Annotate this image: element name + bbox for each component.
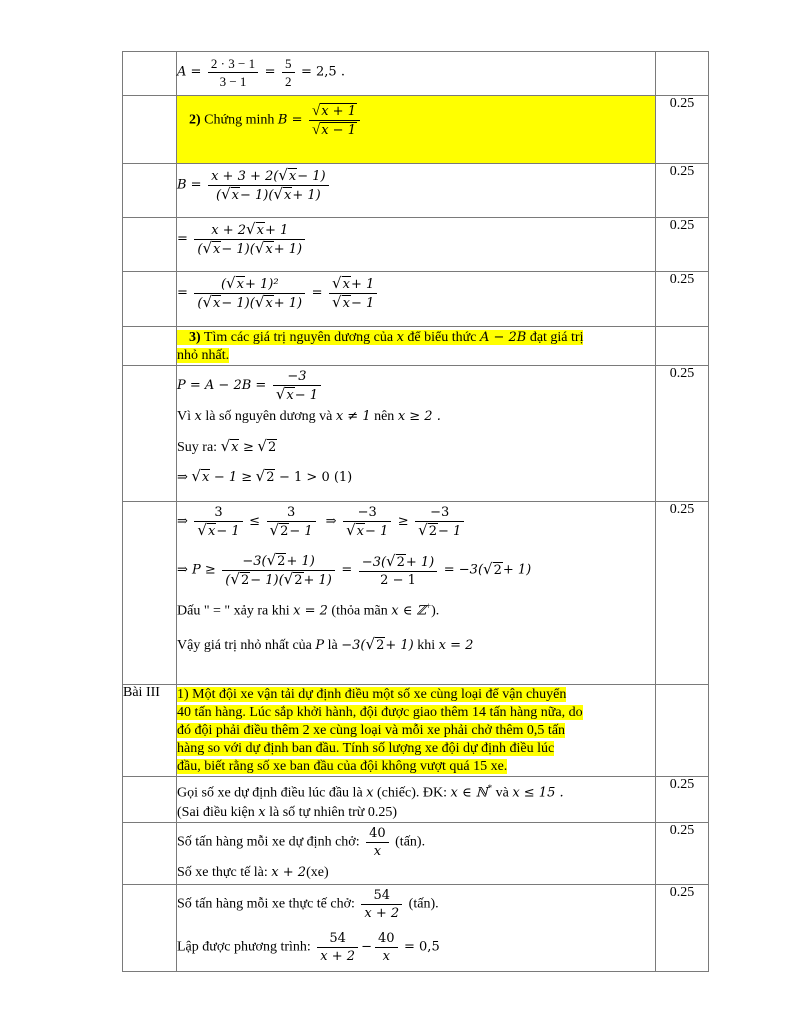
math-text: + 1) (273, 242, 303, 257)
math-text: − 1 (364, 524, 389, 540)
table-row (123, 96, 709, 164)
part-cell (123, 272, 177, 327)
table-row (123, 685, 709, 777)
radicand: x (283, 188, 292, 203)
math-text: ⇒ (177, 469, 188, 485)
part-label: 3) (189, 330, 201, 345)
problem-text: đó đội phải điều thêm 2 xe cùng loại và mỗi xe phải chở thêm 0,5 tấn (177, 723, 566, 739)
math-text: ( (225, 573, 231, 589)
part-cell (123, 366, 177, 502)
superscript: + (426, 601, 432, 612)
task-text: để biểu thức (407, 330, 477, 345)
math-text: ⇒ P ≥ (177, 563, 216, 579)
radicand: 2 (493, 563, 502, 579)
text: (xe) (306, 865, 329, 881)
task-text: Tìm các giá trị nguyên dương của (203, 330, 394, 345)
score-cell (656, 685, 709, 777)
numerator: −3 (343, 504, 391, 522)
math-text: x = 2 (293, 604, 328, 620)
radicand: 2 (266, 469, 275, 485)
content-cell (177, 327, 656, 366)
radicand: x (201, 469, 210, 485)
denominator: x (373, 844, 382, 860)
fraction (309, 102, 360, 139)
math-text: − 1 (438, 524, 462, 540)
math-text: + 1) (385, 638, 414, 654)
math-text: x ∈ ℕ (450, 786, 488, 802)
problem-text: đầu, biết rằng số xe ban đầu của đội không vượt quá 15 xe. (177, 759, 508, 775)
math-text: − 1 (216, 524, 240, 540)
math-text: = −3( (443, 563, 484, 579)
part-cell (123, 52, 177, 96)
table-row (123, 502, 709, 685)
content-cell (177, 164, 656, 218)
text: (thỏa mãn (331, 604, 388, 620)
denominator: x + 2 (364, 906, 400, 922)
denominator: (√x− 1)(√x+ 1) (215, 185, 321, 203)
score-cell: 0.25 (656, 272, 709, 327)
content-cell-highlighted (177, 96, 656, 164)
text: (chiếc). ĐK: (377, 786, 447, 802)
denominator: (√x− 1)(√x+ 1) (197, 293, 303, 311)
radicand: x (236, 277, 244, 292)
part-cell (123, 885, 177, 972)
score-cell: 0.25 (656, 823, 709, 885)
radicand: x (356, 524, 364, 540)
math-text: + 1)² (244, 277, 279, 292)
math-text: B = (277, 112, 303, 128)
score-cell (656, 327, 709, 366)
table-row (123, 777, 709, 823)
math-text: + 1 (350, 277, 375, 292)
math-text: − 1 (289, 524, 313, 540)
score-cell: 0.25 (656, 164, 709, 218)
math-text: − (361, 939, 372, 955)
math-text: − 1)( (239, 188, 274, 203)
math-text: −3( (341, 638, 366, 654)
content-cell (177, 885, 656, 972)
math-text: + 1 (264, 223, 289, 238)
fraction: $\frac{-3}{√2- 1}$ (415, 504, 464, 540)
score-cell: 0.25 (656, 96, 709, 164)
math-text: ⇒ (177, 514, 188, 530)
table-row (123, 52, 709, 96)
math-text: x ≠ 1 (335, 409, 371, 425)
content-cell (177, 218, 656, 272)
math-text: x ≤ 15 . (512, 786, 564, 802)
math-text: − 1) (297, 169, 326, 184)
problem-text: hàng so với dự định ban đầu. Tính số lượng xe đội dự định điều lúc (177, 741, 555, 757)
numerator: (√x+ 1)² (194, 275, 305, 294)
radicand: x (265, 242, 273, 257)
text: Vậy giá trị nhỏ nhất của (177, 638, 312, 654)
math-text: ( (215, 188, 222, 203)
math-text: + 1) (286, 554, 315, 570)
radicand: x + 1 (321, 104, 356, 119)
radicand: x − 1 (321, 123, 356, 138)
radicand: 2 (240, 573, 250, 589)
fraction: $\frac{-3(√2+ 1)}{2 - 1}$ (359, 553, 437, 589)
table-row (123, 164, 709, 218)
math-text: A = (177, 64, 202, 80)
radicand: 2 (280, 524, 289, 540)
table-row (123, 327, 709, 366)
numerator: x + 3 + 2(√x− 1) (208, 167, 329, 186)
math-text: x + 3 + 2( (211, 169, 279, 184)
math-text: = 2,5 . (301, 64, 345, 80)
denominator: 2 (285, 74, 292, 89)
math-text: ( (220, 277, 227, 292)
fraction: $\frac{-3}{√x- 1}$ (343, 504, 391, 540)
section-label: Bài III (123, 685, 177, 777)
math-text: −3( (242, 554, 267, 570)
math-text: − 1)( (221, 296, 255, 311)
numerator: 40 (366, 825, 389, 843)
content-cell (177, 272, 656, 327)
text: là (327, 638, 338, 654)
denominator: √x− 1 (275, 385, 319, 404)
radicand: 2 (376, 638, 385, 654)
math-text: x = 2 (438, 638, 474, 654)
score-cell: 0.25 (656, 366, 709, 502)
numerator: 3 (267, 504, 316, 522)
numerator: −3 (415, 504, 464, 522)
fraction (361, 887, 402, 922)
numerator: −3 (273, 368, 321, 386)
radicand: x (286, 388, 294, 404)
part-cell (123, 502, 177, 685)
text: và (495, 786, 509, 802)
text: Gọi số xe dự định điều lúc đầu là (177, 786, 363, 802)
part-cell (123, 164, 177, 218)
radicand: x (213, 242, 221, 257)
math-text: P = A − 2B = (177, 378, 267, 394)
math-text: = (341, 563, 353, 579)
math-text: = 0,5 (404, 939, 440, 955)
table-row (123, 272, 709, 327)
math-text: + 1) (292, 188, 321, 203)
radicand: 2 (267, 439, 277, 455)
part-cell (123, 327, 177, 366)
denominator: x (382, 949, 390, 965)
radicand: 2 (428, 524, 438, 540)
content-cell (177, 777, 656, 823)
text: Dấu " = " xảy ra khi (177, 604, 290, 620)
text: là số nguyên dương và (205, 409, 333, 425)
math-text: x (258, 805, 266, 821)
math-text: − 1)( (221, 242, 255, 257)
math-text: x + 2 (271, 865, 307, 881)
text: (tấn). (395, 834, 426, 850)
math-text: − 1 ≥ (213, 469, 253, 485)
math-text: = (311, 285, 323, 301)
numerator: 2 · 3 − 1 (208, 55, 258, 73)
math-text: x (194, 409, 202, 425)
part-cell (123, 218, 177, 272)
superscript: * (487, 783, 493, 794)
content-cell: P = A − 2B = $\frac{-3}{√x- 1}$ Vì x là số nguyên dương và x ≠ 1 nên x ≥ 2 . Suy ra: √x ≥ √2 ⇒ √x − 1 ≥ √2 − 1 > 0 (1) (177, 366, 656, 502)
numerator: 40 (375, 930, 398, 948)
content-cell (177, 52, 656, 96)
part-cell (123, 823, 177, 885)
math-text: A − 2B (479, 330, 527, 345)
denominator: (√x− 1)(√x+ 1) (197, 239, 303, 257)
text: Số tấn hàng mỗi xe dự định chở: (177, 834, 360, 850)
fraction (208, 55, 258, 90)
math-text: = (264, 64, 276, 80)
table-row (123, 885, 709, 972)
radicand: x (207, 524, 216, 540)
denominator: 2 − 1 (380, 572, 416, 588)
part-cell (123, 96, 177, 164)
math-text: x (366, 786, 374, 802)
radicand: x (231, 439, 239, 455)
task-text: nhỏ nhất. (177, 348, 230, 364)
answer-table (122, 51, 709, 972)
math-text: P (315, 638, 325, 654)
numerator: √x + 1 (309, 102, 360, 121)
numerator: 3 (194, 504, 242, 522)
content-cell (177, 823, 656, 885)
text: (Sai điều kiện (177, 805, 255, 821)
math-text: − 1)( (250, 573, 284, 589)
radicand: 2 (294, 573, 303, 589)
fraction (194, 221, 305, 258)
table-row (123, 823, 709, 885)
math-text: ≤ (249, 514, 261, 530)
text: Lập được phương trình: (177, 939, 311, 955)
fraction: $\frac{3}{√x- 1}$ (194, 504, 242, 540)
denominator: 3 − 1 (219, 74, 247, 89)
fraction (282, 55, 295, 90)
math-text: −3( (361, 554, 387, 570)
text: khi (417, 638, 436, 654)
denominator: √x− 1 (332, 293, 375, 311)
text: Số tấn hàng mỗi xe thực tế chở: (177, 896, 355, 912)
fraction (375, 930, 398, 965)
table-row (123, 366, 709, 502)
score-cell (656, 52, 709, 96)
math-text: B = (177, 177, 202, 193)
math-text: = (177, 285, 188, 301)
text: nên (374, 409, 395, 425)
fraction (194, 275, 305, 312)
score-cell: 0.25 (656, 218, 709, 272)
score-cell: 0.25 (656, 777, 709, 823)
part-cell (123, 777, 177, 823)
text: Vì (177, 409, 191, 425)
numerator: x + 2√x+ 1 (194, 221, 305, 240)
fraction (329, 275, 377, 312)
math-text: ( (197, 242, 203, 257)
text: ). (431, 604, 440, 620)
fraction (366, 825, 389, 860)
math-text: x ∈ ℤ (391, 604, 426, 620)
math-text: x ≥ 2 . (397, 409, 441, 425)
math-text: ⇒ (325, 514, 337, 530)
score-cell: 0.25 (656, 502, 709, 685)
math-text: − 1 > 0 (1) (278, 469, 353, 485)
text: Suy ra: (177, 439, 218, 455)
math-text: ( (197, 296, 203, 311)
radicand: 2 (277, 554, 286, 570)
problem-text: 40 tấn hàng. Lúc sắp khởi hành, đội được giao thêm 14 tấn hàng nữa, do (177, 705, 583, 721)
fraction (273, 368, 321, 404)
radicand: 2 (396, 554, 405, 570)
math-text: + 1) (303, 573, 332, 589)
task-text: đạt giá trị (529, 330, 584, 345)
radicand: x (342, 296, 350, 311)
denominator: √x − 1 (311, 122, 356, 138)
radicand: x (213, 296, 221, 311)
math-text: + 1) (502, 563, 532, 579)
math-text: ≥ (397, 514, 409, 530)
radicand: x (342, 277, 350, 292)
numerator: 54 (361, 887, 402, 905)
numerator: 54 (317, 930, 358, 948)
text: là số tự nhiên trừ 0.25) (269, 805, 398, 821)
fraction (208, 167, 329, 204)
numerator: 5 (282, 55, 295, 73)
math-text: x + 2 (211, 223, 247, 238)
radicand: x (256, 223, 264, 238)
fraction: $\frac{3}{√2- 1}$ (267, 504, 316, 540)
numerator: √x+ 1 (329, 275, 377, 294)
content-cell: ⇒ $\frac{3}{√x- 1}$ ≤ $\frac{3}{√2- 1}$ ⇒ $\frac{-3}{√x- 1}$ ≥ $\frac{-3}{√2- 1}$ ⇒ P ≥ $\frac{-3(√2+ 1)}{(√2- 1)(√2+ 1)}$ = $\frac{-3(√2+ 1)}{2 - 1}$ = −3(√2+ 1) Dấu " = " xảy ra khi x = 2 (thỏa mãn x ∈ ℤ+). Vậy giá trị nhỏ nhất của P là −3(√2+ 1) khi x = 2 (177, 502, 656, 685)
content-cell (177, 685, 656, 777)
radicand: x (288, 169, 297, 184)
fraction (317, 930, 358, 965)
fraction: $\frac{-3(√2+ 1)}{(√2- 1)(√2+ 1)}$ (222, 552, 335, 589)
math-text: = (177, 231, 188, 247)
problem-text: 1) Một đội xe vận tải dự định điều một số xe cùng loại để vận chuyển (177, 687, 567, 703)
text: (tấn). (408, 896, 439, 912)
part-label: 2) (189, 112, 201, 128)
text: Số xe thực tế là: (177, 865, 268, 881)
math-text: x (396, 330, 404, 345)
table-row (123, 218, 709, 272)
math-text: + 1) (405, 554, 435, 570)
radicand: x (231, 188, 239, 203)
task-text: Chứng minh (204, 112, 275, 128)
math-text: ≥ (242, 439, 254, 455)
math-text: − 1 (294, 388, 319, 404)
denominator: x + 2 (320, 949, 356, 965)
math-text: − 1 (350, 296, 375, 311)
math-text: + 1) (273, 296, 303, 311)
score-cell: 0.25 (656, 885, 709, 972)
radicand: x (265, 296, 273, 311)
